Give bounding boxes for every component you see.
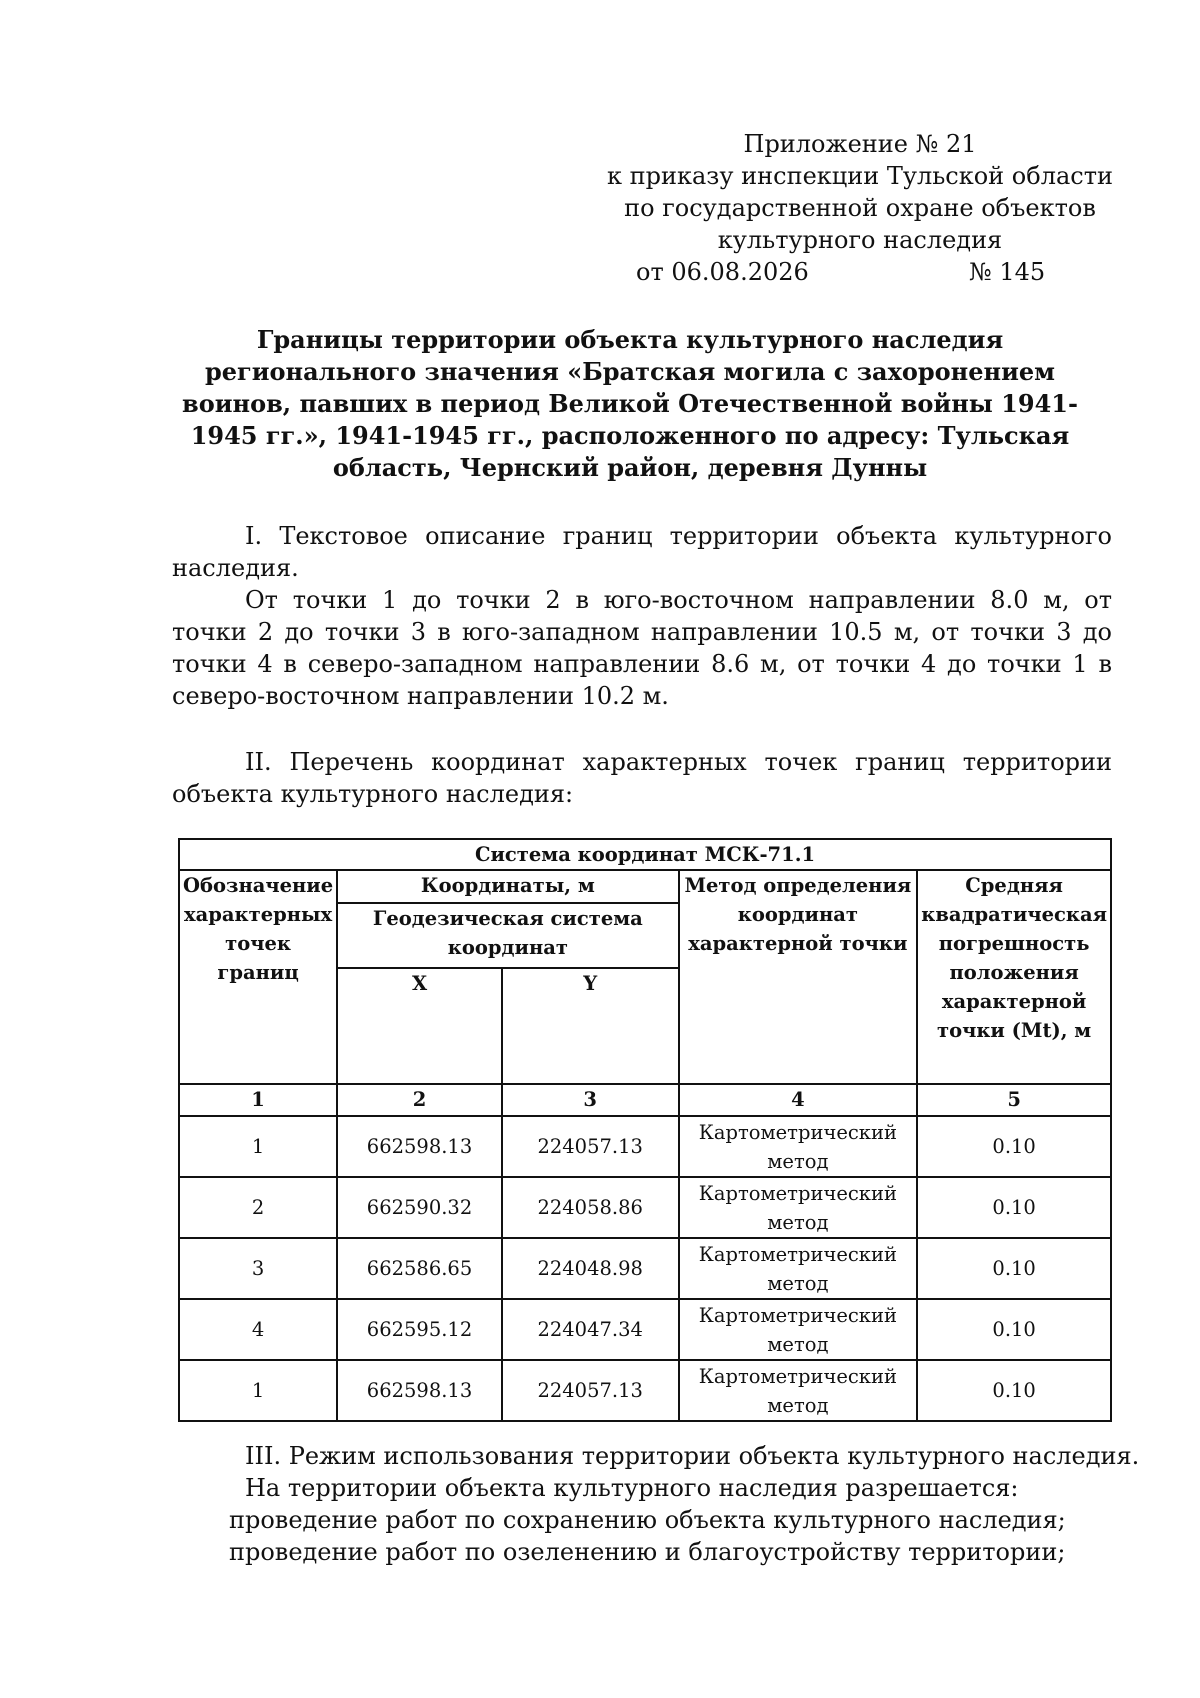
annex-header bbox=[560, 128, 1160, 288]
column-number: 2 bbox=[337, 1084, 502, 1116]
x-value: 662598.13 bbox=[337, 1116, 502, 1177]
method-value: Картометрический метод bbox=[679, 1177, 918, 1238]
error-value: 0.10 bbox=[917, 1360, 1111, 1421]
method-value: Картометрический метод bbox=[679, 1238, 918, 1299]
error-value: 0.10 bbox=[917, 1238, 1111, 1299]
y-value: 224057.13 bbox=[502, 1116, 679, 1177]
section-3 bbox=[172, 1440, 1140, 1568]
y-value: 224048.98 bbox=[502, 1238, 679, 1299]
header-designation: Обозначение характерных точек границ bbox=[179, 870, 337, 1084]
error-value: 0.10 bbox=[917, 1177, 1111, 1238]
section-1 bbox=[172, 520, 1112, 712]
table-row bbox=[179, 1177, 1111, 1238]
x-value: 662590.32 bbox=[337, 1177, 502, 1238]
table-row bbox=[179, 1116, 1111, 1177]
point-id: 1 bbox=[179, 1360, 337, 1421]
column-number: 3 bbox=[502, 1084, 679, 1116]
y-value: 224058.86 bbox=[502, 1177, 679, 1238]
coordinate-system-header: Система координат МСК-71.1 bbox=[179, 839, 1111, 870]
annex-number: № 145 bbox=[969, 258, 1046, 286]
point-id: 1 bbox=[179, 1116, 337, 1177]
x-value: 662598.13 bbox=[337, 1360, 502, 1421]
header-coordinates: Координаты, м bbox=[337, 870, 678, 903]
column-number: 4 bbox=[679, 1084, 918, 1116]
header-method: Метод определения координат характерной точки bbox=[679, 870, 918, 1084]
method-value: Картометрический метод bbox=[679, 1116, 918, 1177]
table-row bbox=[179, 1299, 1111, 1360]
header-error: Средняя квадратическая погрешность положения характерной точки (Mt), м bbox=[917, 870, 1111, 1084]
annex-title: Приложение № 21 bbox=[743, 130, 977, 158]
method-value: Картометрический метод bbox=[679, 1360, 918, 1421]
section-2-heading: II. Перечень координат характерных точек границ территории объекта культурного наследия: bbox=[172, 748, 1112, 808]
annex-inspection: по государственной охране объектов bbox=[624, 194, 1096, 222]
error-value: 0.10 bbox=[917, 1116, 1111, 1177]
method-value: Картометрический метод bbox=[679, 1299, 918, 1360]
table-row bbox=[179, 1360, 1111, 1421]
point-id: 2 bbox=[179, 1177, 337, 1238]
column-number: 1 bbox=[179, 1084, 337, 1116]
section-3-item-1: проведение работ по сохранению объекта культурного наследия; bbox=[229, 1506, 1066, 1534]
section-3-heading: III. Режим использования территории объекта культурного наследия. bbox=[245, 1442, 1140, 1470]
header-y: Y bbox=[502, 968, 679, 1084]
section-3-intro: На территории объекта культурного наследия разрешается: bbox=[245, 1474, 1019, 1502]
section-2 bbox=[172, 746, 1112, 810]
annex-heritage: культурного наследия bbox=[717, 226, 1003, 254]
header-geodetic-system: Геодезическая система координат bbox=[337, 903, 678, 968]
annex-order-ref: к приказу инспекции Тульской области bbox=[607, 162, 1113, 190]
y-value: 224047.34 bbox=[502, 1299, 679, 1360]
y-value: 224057.13 bbox=[502, 1360, 679, 1421]
header-x: X bbox=[337, 968, 502, 1084]
column-number: 5 bbox=[917, 1084, 1111, 1116]
point-id: 4 bbox=[179, 1299, 337, 1360]
table-row bbox=[179, 1238, 1111, 1299]
annex-date-row bbox=[560, 256, 1160, 288]
annex-date: от 06.08.2026 bbox=[636, 258, 809, 286]
document-title: Границы территории объекта культурного наследия регионального значения «Братская могила с захоронением воинов, павших в период Великой Отечественной войны 1941-1945 гг.», 1941-1945 гг., расположенного по адресу: Тульская область, Чернский район, деревня Дунны bbox=[182, 325, 1078, 482]
error-value: 0.10 bbox=[917, 1299, 1111, 1360]
section-1-text: От точки 1 до точки 2 в юго-восточном направлении 8.0 м, от точки 2 до точки 3 в юго-западном направлении 10.5 м, от точки 3 до точки 4 в северо-западном направлении 8.6 м, от точки 4 до точки 1 в северо-восточном направлении 10.2 м. bbox=[172, 586, 1112, 710]
section-3-item-2: проведение работ по озеленению и благоустройству территории; bbox=[229, 1538, 1066, 1566]
coordinates-table bbox=[178, 838, 1112, 1422]
x-value: 662595.12 bbox=[337, 1299, 502, 1360]
point-id: 3 bbox=[179, 1238, 337, 1299]
section-1-heading: I. Текстовое описание границ территории объекта культурного наследия. bbox=[172, 522, 1112, 582]
x-value: 662586.65 bbox=[337, 1238, 502, 1299]
